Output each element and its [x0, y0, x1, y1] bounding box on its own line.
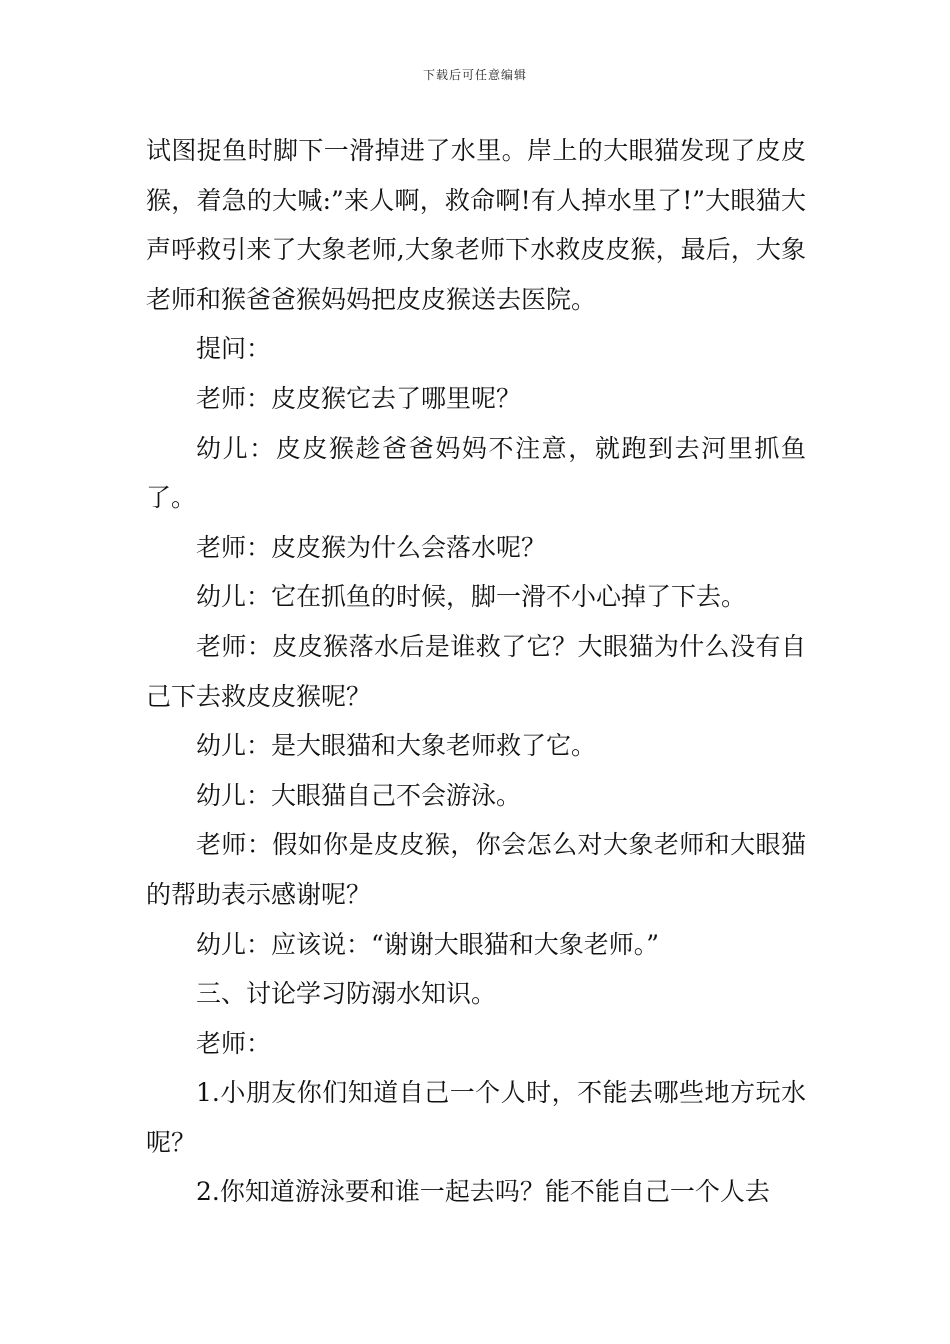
list-item-2: 2.你知道游泳要和谁一起去吗？能不能自己一个人去	[196, 1177, 770, 1207]
paragraph-story-continuation: 试图捉鱼时脚下一滑掉进了水里。岸上的大眼猫发现了皮皮猴，着急的大喊:”来人啊，救命啊!有人掉水里了!”大眼猫大声呼救引来了大象老师,大象老师下水救皮皮猴，最后，大象老师和猴爸爸猴妈妈把皮皮猴送去医院。	[146, 136, 806, 314]
paragraph-teacher-question-1: 老师：皮皮猴它去了哪里呢？	[196, 383, 522, 413]
paragraph-child-answer-4: 幼儿：应该说：“谢谢大眼猫和大象老师。”	[196, 929, 660, 959]
paragraph-teacher-question-2: 老师：皮皮猴为什么会落水呢？	[196, 532, 547, 562]
list-item-1: 1.小朋友你们知道自己一个人时，不能去哪些地方玩水呢？	[146, 1078, 806, 1157]
section-heading-three: 三、讨论学习防溺水知识。	[196, 979, 497, 1009]
paragraph-child-answer-3a: 幼儿：是大眼猫和大象老师救了它。	[196, 731, 597, 761]
paragraph-child-answer-1: 幼儿：皮皮猴趁爸爸妈妈不注意，就跑到去河里抓鱼了。	[146, 433, 806, 513]
paragraph-child-answer-2: 幼儿：它在抓鱼的时候，脚一滑不小心掉了下去。	[196, 582, 747, 612]
paragraph-questions-heading: 提问：	[196, 334, 272, 364]
document-body	[146, 126, 806, 1217]
paragraph-teacher-label: 老师：	[196, 1028, 272, 1058]
paragraph-teacher-question-3: 老师：皮皮猴落水后是谁救了它？大眼猫为什么没有自己下去救皮皮猴呢？	[146, 631, 806, 711]
paragraph-teacher-question-4: 老师：假如你是皮皮猴，你会怎么对大象老师和大眼猫的帮助表示感谢呢？	[146, 830, 806, 909]
paragraph-child-answer-3b: 幼儿：大眼猫自己不会游泳。	[196, 780, 522, 810]
page-header: 下载后可任意编辑	[422, 68, 527, 82]
